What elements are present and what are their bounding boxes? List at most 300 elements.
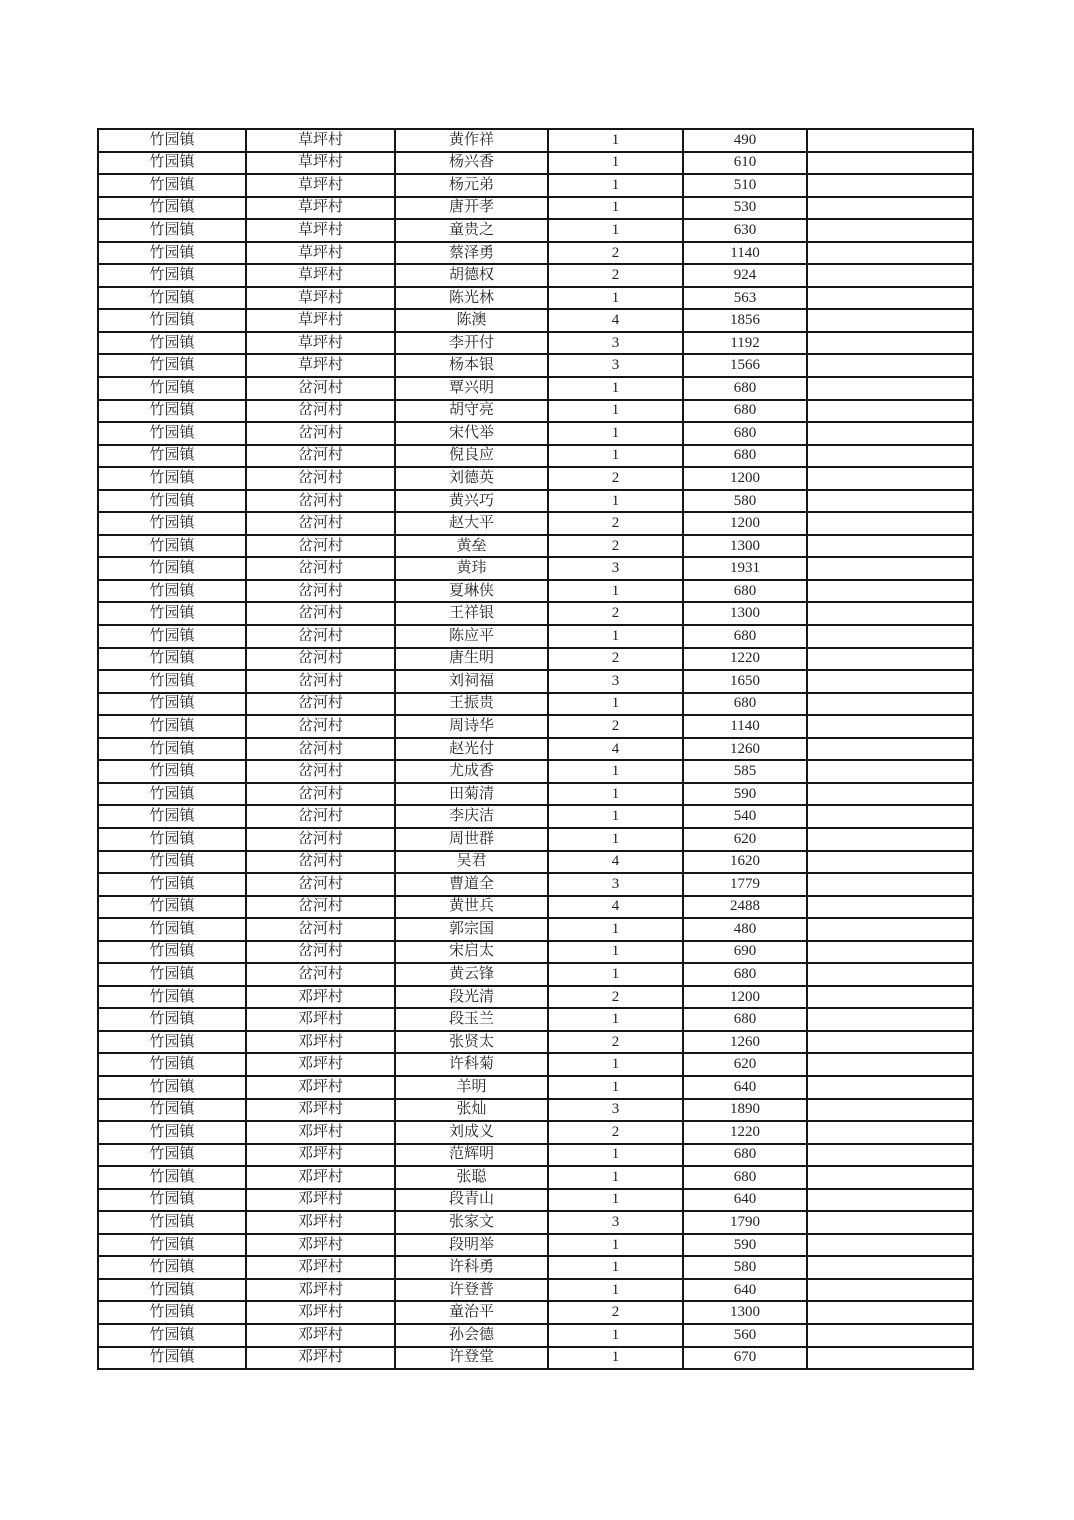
table-row bbox=[98, 715, 973, 738]
count-cell: 1 bbox=[548, 1076, 683, 1099]
village-cell: 邓坪村 bbox=[246, 1166, 395, 1189]
empty-cell bbox=[807, 828, 973, 851]
name-cell: 郭宗国 bbox=[395, 918, 548, 941]
table-row bbox=[98, 873, 973, 896]
count-cell: 1 bbox=[548, 783, 683, 806]
empty-cell bbox=[807, 242, 973, 265]
amount-cell: 680 bbox=[683, 1166, 807, 1189]
empty-cell bbox=[807, 422, 973, 445]
name-cell: 段玉兰 bbox=[395, 1008, 548, 1031]
empty-cell bbox=[807, 197, 973, 220]
amount-cell: 1650 bbox=[683, 670, 807, 693]
count-cell: 3 bbox=[548, 557, 683, 580]
village-cell: 岔河村 bbox=[246, 557, 395, 580]
town-cell: 竹园镇 bbox=[98, 467, 246, 490]
name-cell: 蔡泽勇 bbox=[395, 242, 548, 265]
count-cell: 1 bbox=[548, 422, 683, 445]
table-body bbox=[98, 129, 973, 1369]
amount-cell: 680 bbox=[683, 1144, 807, 1167]
amount-cell: 680 bbox=[683, 693, 807, 716]
town-cell: 竹园镇 bbox=[98, 1144, 246, 1167]
village-cell: 草坪村 bbox=[246, 309, 395, 332]
name-cell: 杨元弟 bbox=[395, 174, 548, 197]
amount-cell: 640 bbox=[683, 1076, 807, 1099]
empty-cell bbox=[807, 174, 973, 197]
empty-cell bbox=[807, 535, 973, 558]
amount-cell: 630 bbox=[683, 219, 807, 242]
count-cell: 4 bbox=[548, 896, 683, 919]
town-cell: 竹园镇 bbox=[98, 1166, 246, 1189]
amount-cell: 1200 bbox=[683, 512, 807, 535]
table-row bbox=[98, 670, 973, 693]
amount-cell: 1856 bbox=[683, 309, 807, 332]
village-cell: 草坪村 bbox=[246, 287, 395, 310]
village-cell: 岔河村 bbox=[246, 535, 395, 558]
count-cell: 1 bbox=[548, 580, 683, 603]
amount-cell: 1140 bbox=[683, 715, 807, 738]
table-row bbox=[98, 422, 973, 445]
count-cell: 3 bbox=[548, 332, 683, 355]
count-cell: 1 bbox=[548, 129, 683, 152]
name-cell: 宋启太 bbox=[395, 941, 548, 964]
count-cell: 2 bbox=[548, 602, 683, 625]
village-cell: 岔河村 bbox=[246, 873, 395, 896]
table-row bbox=[98, 828, 973, 851]
empty-cell bbox=[807, 580, 973, 603]
village-cell: 邓坪村 bbox=[246, 1053, 395, 1076]
empty-cell bbox=[807, 602, 973, 625]
name-cell: 覃兴明 bbox=[395, 377, 548, 400]
town-cell: 竹园镇 bbox=[98, 670, 246, 693]
town-cell: 竹园镇 bbox=[98, 693, 246, 716]
town-cell: 竹园镇 bbox=[98, 738, 246, 761]
name-cell: 童治平 bbox=[395, 1301, 548, 1324]
count-cell: 1 bbox=[548, 287, 683, 310]
count-cell: 2 bbox=[548, 1301, 683, 1324]
amount-cell: 1260 bbox=[683, 738, 807, 761]
count-cell: 1 bbox=[548, 490, 683, 513]
town-cell: 竹园镇 bbox=[98, 1211, 246, 1234]
count-cell: 1 bbox=[548, 760, 683, 783]
empty-cell bbox=[807, 1347, 973, 1370]
table-row bbox=[98, 602, 973, 625]
amount-cell: 530 bbox=[683, 197, 807, 220]
table-row bbox=[98, 760, 973, 783]
empty-cell bbox=[807, 1279, 973, 1302]
count-cell: 1 bbox=[548, 1347, 683, 1370]
village-cell: 岔河村 bbox=[246, 602, 395, 625]
empty-cell bbox=[807, 1053, 973, 1076]
town-cell: 竹园镇 bbox=[98, 602, 246, 625]
amount-cell: 670 bbox=[683, 1347, 807, 1370]
village-cell: 邓坪村 bbox=[246, 1099, 395, 1122]
count-cell: 1 bbox=[548, 693, 683, 716]
town-cell: 竹园镇 bbox=[98, 264, 246, 287]
town-cell: 竹园镇 bbox=[98, 129, 246, 152]
empty-cell bbox=[807, 918, 973, 941]
village-cell: 岔河村 bbox=[246, 467, 395, 490]
table-row bbox=[98, 535, 973, 558]
table-row bbox=[98, 287, 973, 310]
table-row bbox=[98, 1256, 973, 1279]
count-cell: 1 bbox=[548, 1189, 683, 1212]
name-cell: 王振贵 bbox=[395, 693, 548, 716]
name-cell: 段明举 bbox=[395, 1234, 548, 1257]
table-row bbox=[98, 1076, 973, 1099]
count-cell: 2 bbox=[548, 242, 683, 265]
name-cell: 孙会德 bbox=[395, 1324, 548, 1347]
name-cell: 胡德权 bbox=[395, 264, 548, 287]
amount-cell: 1566 bbox=[683, 354, 807, 377]
amount-cell: 1779 bbox=[683, 873, 807, 896]
name-cell: 胡守亮 bbox=[395, 400, 548, 423]
table-row bbox=[98, 1144, 973, 1167]
town-cell: 竹园镇 bbox=[98, 1031, 246, 1054]
amount-cell: 1620 bbox=[683, 851, 807, 874]
town-cell: 竹园镇 bbox=[98, 1076, 246, 1099]
count-cell: 2 bbox=[548, 1031, 683, 1054]
village-cell: 邓坪村 bbox=[246, 1076, 395, 1099]
empty-cell bbox=[807, 1211, 973, 1234]
table-row bbox=[98, 963, 973, 986]
table-row bbox=[98, 174, 973, 197]
data-table bbox=[97, 128, 974, 1370]
town-cell: 竹园镇 bbox=[98, 715, 246, 738]
amount-cell: 1300 bbox=[683, 1301, 807, 1324]
table-row bbox=[98, 1279, 973, 1302]
village-cell: 岔河村 bbox=[246, 580, 395, 603]
village-cell: 岔河村 bbox=[246, 828, 395, 851]
amount-cell: 610 bbox=[683, 152, 807, 175]
village-cell: 邓坪村 bbox=[246, 1324, 395, 1347]
count-cell: 1 bbox=[548, 152, 683, 175]
name-cell: 吴君 bbox=[395, 851, 548, 874]
empty-cell bbox=[807, 963, 973, 986]
village-cell: 邓坪村 bbox=[246, 1256, 395, 1279]
amount-cell: 690 bbox=[683, 941, 807, 964]
village-cell: 岔河村 bbox=[246, 941, 395, 964]
name-cell: 赵大平 bbox=[395, 512, 548, 535]
village-cell: 岔河村 bbox=[246, 783, 395, 806]
village-cell: 草坪村 bbox=[246, 332, 395, 355]
amount-cell: 680 bbox=[683, 963, 807, 986]
amount-cell: 680 bbox=[683, 445, 807, 468]
count-cell: 3 bbox=[548, 1099, 683, 1122]
village-cell: 草坪村 bbox=[246, 174, 395, 197]
town-cell: 竹园镇 bbox=[98, 377, 246, 400]
amount-cell: 540 bbox=[683, 805, 807, 828]
count-cell: 1 bbox=[548, 1256, 683, 1279]
town-cell: 竹园镇 bbox=[98, 445, 246, 468]
table-row bbox=[98, 941, 973, 964]
town-cell: 竹园镇 bbox=[98, 918, 246, 941]
empty-cell bbox=[807, 1008, 973, 1031]
name-cell: 倪良应 bbox=[395, 445, 548, 468]
amount-cell: 1200 bbox=[683, 467, 807, 490]
town-cell: 竹园镇 bbox=[98, 1053, 246, 1076]
amount-cell: 1220 bbox=[683, 648, 807, 671]
name-cell: 许科菊 bbox=[395, 1053, 548, 1076]
empty-cell bbox=[807, 467, 973, 490]
name-cell: 许登普 bbox=[395, 1279, 548, 1302]
town-cell: 竹园镇 bbox=[98, 828, 246, 851]
empty-cell bbox=[807, 377, 973, 400]
town-cell: 竹园镇 bbox=[98, 309, 246, 332]
amount-cell: 680 bbox=[683, 400, 807, 423]
count-cell: 1 bbox=[548, 219, 683, 242]
table-row bbox=[98, 512, 973, 535]
name-cell: 羊明 bbox=[395, 1076, 548, 1099]
count-cell: 2 bbox=[548, 264, 683, 287]
empty-cell bbox=[807, 783, 973, 806]
name-cell: 宋代举 bbox=[395, 422, 548, 445]
name-cell: 田菊清 bbox=[395, 783, 548, 806]
table-row bbox=[98, 332, 973, 355]
count-cell: 3 bbox=[548, 354, 683, 377]
town-cell: 竹园镇 bbox=[98, 941, 246, 964]
empty-cell bbox=[807, 738, 973, 761]
amount-cell: 680 bbox=[683, 1008, 807, 1031]
empty-cell bbox=[807, 805, 973, 828]
count-cell: 1 bbox=[548, 445, 683, 468]
name-cell: 赵光付 bbox=[395, 738, 548, 761]
empty-cell bbox=[807, 309, 973, 332]
town-cell: 竹园镇 bbox=[98, 1099, 246, 1122]
empty-cell bbox=[807, 625, 973, 648]
town-cell: 竹园镇 bbox=[98, 625, 246, 648]
table-row bbox=[98, 1347, 973, 1370]
empty-cell bbox=[807, 490, 973, 513]
table-row bbox=[98, 467, 973, 490]
amount-cell: 1192 bbox=[683, 332, 807, 355]
name-cell: 张灿 bbox=[395, 1099, 548, 1122]
town-cell: 竹园镇 bbox=[98, 242, 246, 265]
table-row bbox=[98, 1324, 973, 1347]
count-cell: 1 bbox=[548, 941, 683, 964]
empty-cell bbox=[807, 152, 973, 175]
count-cell: 2 bbox=[548, 715, 683, 738]
village-cell: 岔河村 bbox=[246, 400, 395, 423]
village-cell: 岔河村 bbox=[246, 760, 395, 783]
town-cell: 竹园镇 bbox=[98, 896, 246, 919]
town-cell: 竹园镇 bbox=[98, 851, 246, 874]
town-cell: 竹园镇 bbox=[98, 805, 246, 828]
table-row bbox=[98, 152, 973, 175]
table-row bbox=[98, 1301, 973, 1324]
town-cell: 竹园镇 bbox=[98, 1301, 246, 1324]
table-row bbox=[98, 129, 973, 152]
amount-cell: 2488 bbox=[683, 896, 807, 919]
name-cell: 唐开孝 bbox=[395, 197, 548, 220]
count-cell: 2 bbox=[548, 535, 683, 558]
count-cell: 1 bbox=[548, 963, 683, 986]
empty-cell bbox=[807, 851, 973, 874]
count-cell: 1 bbox=[548, 400, 683, 423]
empty-cell bbox=[807, 670, 973, 693]
table-row bbox=[98, 1099, 973, 1122]
table-row bbox=[98, 805, 973, 828]
amount-cell: 1260 bbox=[683, 1031, 807, 1054]
village-cell: 岔河村 bbox=[246, 445, 395, 468]
town-cell: 竹园镇 bbox=[98, 535, 246, 558]
table-row bbox=[98, 557, 973, 580]
amount-cell: 1220 bbox=[683, 1121, 807, 1144]
village-cell: 岔河村 bbox=[246, 918, 395, 941]
count-cell: 1 bbox=[548, 1053, 683, 1076]
amount-cell: 680 bbox=[683, 377, 807, 400]
village-cell: 草坪村 bbox=[246, 129, 395, 152]
town-cell: 竹园镇 bbox=[98, 152, 246, 175]
amount-cell: 680 bbox=[683, 625, 807, 648]
amount-cell: 620 bbox=[683, 1053, 807, 1076]
town-cell: 竹园镇 bbox=[98, 760, 246, 783]
village-cell: 岔河村 bbox=[246, 805, 395, 828]
count-cell: 4 bbox=[548, 738, 683, 761]
amount-cell: 563 bbox=[683, 287, 807, 310]
amount-cell: 680 bbox=[683, 580, 807, 603]
amount-cell: 490 bbox=[683, 129, 807, 152]
town-cell: 竹园镇 bbox=[98, 219, 246, 242]
table-row bbox=[98, 738, 973, 761]
name-cell: 黄作祥 bbox=[395, 129, 548, 152]
amount-cell: 590 bbox=[683, 783, 807, 806]
name-cell: 唐生明 bbox=[395, 648, 548, 671]
town-cell: 竹园镇 bbox=[98, 1279, 246, 1302]
name-cell: 许登堂 bbox=[395, 1347, 548, 1370]
table-row bbox=[98, 1234, 973, 1257]
village-cell: 岔河村 bbox=[246, 851, 395, 874]
village-cell: 邓坪村 bbox=[246, 1347, 395, 1370]
empty-cell bbox=[807, 332, 973, 355]
town-cell: 竹园镇 bbox=[98, 1256, 246, 1279]
empty-cell bbox=[807, 1301, 973, 1324]
empty-cell bbox=[807, 1121, 973, 1144]
amount-cell: 1140 bbox=[683, 242, 807, 265]
name-cell: 童贵之 bbox=[395, 219, 548, 242]
village-cell: 邓坪村 bbox=[246, 986, 395, 1009]
name-cell: 刘祠福 bbox=[395, 670, 548, 693]
village-cell: 邓坪村 bbox=[246, 1008, 395, 1031]
name-cell: 周诗华 bbox=[395, 715, 548, 738]
name-cell: 夏琳侠 bbox=[395, 580, 548, 603]
count-cell: 1 bbox=[548, 1008, 683, 1031]
count-cell: 1 bbox=[548, 1279, 683, 1302]
table-row bbox=[98, 625, 973, 648]
village-cell: 草坪村 bbox=[246, 264, 395, 287]
empty-cell bbox=[807, 354, 973, 377]
name-cell: 周世群 bbox=[395, 828, 548, 851]
empty-cell bbox=[807, 1099, 973, 1122]
name-cell: 刘德英 bbox=[395, 467, 548, 490]
amount-cell: 640 bbox=[683, 1189, 807, 1212]
count-cell: 4 bbox=[548, 851, 683, 874]
count-cell: 3 bbox=[548, 873, 683, 896]
count-cell: 1 bbox=[548, 197, 683, 220]
amount-cell: 480 bbox=[683, 918, 807, 941]
name-cell: 尤成香 bbox=[395, 760, 548, 783]
table-row bbox=[98, 1121, 973, 1144]
village-cell: 草坪村 bbox=[246, 242, 395, 265]
village-cell: 岔河村 bbox=[246, 512, 395, 535]
empty-cell bbox=[807, 129, 973, 152]
count-cell: 1 bbox=[548, 828, 683, 851]
amount-cell: 560 bbox=[683, 1324, 807, 1347]
name-cell: 陈澳 bbox=[395, 309, 548, 332]
amount-cell: 640 bbox=[683, 1279, 807, 1302]
empty-cell bbox=[807, 400, 973, 423]
table-row bbox=[98, 264, 973, 287]
count-cell: 1 bbox=[548, 625, 683, 648]
village-cell: 岔河村 bbox=[246, 490, 395, 513]
village-cell: 岔河村 bbox=[246, 963, 395, 986]
table-row bbox=[98, 648, 973, 671]
table-row bbox=[98, 242, 973, 265]
table-row bbox=[98, 197, 973, 220]
town-cell: 竹园镇 bbox=[98, 986, 246, 1009]
town-cell: 竹园镇 bbox=[98, 1189, 246, 1212]
empty-cell bbox=[807, 1166, 973, 1189]
town-cell: 竹园镇 bbox=[98, 580, 246, 603]
count-cell: 1 bbox=[548, 377, 683, 400]
table-row bbox=[98, 219, 973, 242]
amount-cell: 510 bbox=[683, 174, 807, 197]
village-cell: 岔河村 bbox=[246, 625, 395, 648]
village-cell: 草坪村 bbox=[246, 152, 395, 175]
empty-cell bbox=[807, 219, 973, 242]
table-row bbox=[98, 309, 973, 332]
table-row bbox=[98, 1008, 973, 1031]
count-cell: 2 bbox=[548, 512, 683, 535]
table-row bbox=[98, 354, 973, 377]
empty-cell bbox=[807, 1256, 973, 1279]
table-row bbox=[98, 986, 973, 1009]
town-cell: 竹园镇 bbox=[98, 400, 246, 423]
name-cell: 张聪 bbox=[395, 1166, 548, 1189]
village-cell: 邓坪村 bbox=[246, 1031, 395, 1054]
empty-cell bbox=[807, 1234, 973, 1257]
count-cell: 1 bbox=[548, 1324, 683, 1347]
village-cell: 邓坪村 bbox=[246, 1234, 395, 1257]
name-cell: 黄云锋 bbox=[395, 963, 548, 986]
amount-cell: 1931 bbox=[683, 557, 807, 580]
amount-cell: 590 bbox=[683, 1234, 807, 1257]
empty-cell bbox=[807, 557, 973, 580]
name-cell: 段青山 bbox=[395, 1189, 548, 1212]
name-cell: 张贤太 bbox=[395, 1031, 548, 1054]
table-row bbox=[98, 1166, 973, 1189]
town-cell: 竹园镇 bbox=[98, 1121, 246, 1144]
name-cell: 许科勇 bbox=[395, 1256, 548, 1279]
empty-cell bbox=[807, 693, 973, 716]
town-cell: 竹园镇 bbox=[98, 354, 246, 377]
town-cell: 竹园镇 bbox=[98, 873, 246, 896]
village-cell: 岔河村 bbox=[246, 715, 395, 738]
town-cell: 竹园镇 bbox=[98, 332, 246, 355]
name-cell: 王祥银 bbox=[395, 602, 548, 625]
count-cell: 3 bbox=[548, 1211, 683, 1234]
empty-cell bbox=[807, 760, 973, 783]
amount-cell: 1300 bbox=[683, 535, 807, 558]
town-cell: 竹园镇 bbox=[98, 783, 246, 806]
table-row bbox=[98, 1053, 973, 1076]
name-cell: 杨本银 bbox=[395, 354, 548, 377]
name-cell: 黄兴巧 bbox=[395, 490, 548, 513]
empty-cell bbox=[807, 1076, 973, 1099]
town-cell: 竹园镇 bbox=[98, 1324, 246, 1347]
empty-cell bbox=[807, 941, 973, 964]
count-cell: 1 bbox=[548, 805, 683, 828]
village-cell: 岔河村 bbox=[246, 648, 395, 671]
